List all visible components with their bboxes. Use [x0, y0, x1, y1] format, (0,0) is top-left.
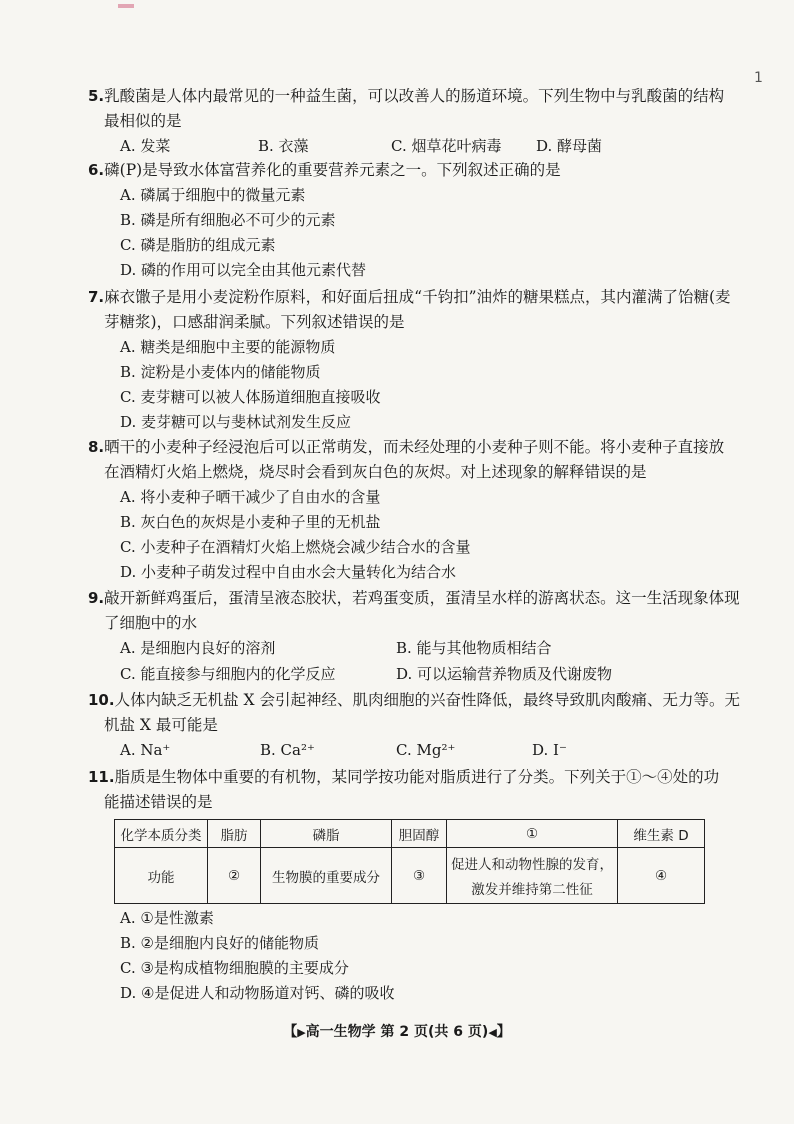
footer-bracket-right: 】 [496, 1024, 511, 1040]
option-a[interactable]: A. Na⁺ [120, 741, 171, 759]
option-a[interactable]: A. 是细胞内良好的溶剂 [120, 639, 276, 657]
option-c[interactable]: C. Mg²⁺ [396, 741, 456, 759]
question-number: 6. [88, 161, 105, 179]
question-stem-cont: 在酒精灯火焰上燃烧，烧尽时会看到灰白色的灰烬。对上述现象的解释错误的是 [104, 463, 647, 481]
question-number: 9. [88, 589, 105, 607]
option-b[interactable]: B. Ca²⁺ [260, 741, 315, 759]
options-row [88, 134, 718, 160]
question-stem-cont: 芽糖浆)，口感甜润柔腻。下列叙述错误的是 [104, 313, 405, 331]
option-b[interactable]: B. 衣藻 [258, 137, 309, 155]
question-8 [88, 435, 725, 585]
question-number: 8. [88, 438, 105, 456]
option-d[interactable]: D. 麦芽糖可以与斐林试剂发生反应 [120, 413, 352, 431]
triangle-right-icon: ▶ [297, 1026, 306, 1039]
lipid-function-table [114, 819, 705, 904]
question-stem: 敲开新鲜鸡蛋后，蛋清呈液态胶状，若鸡蛋变质，蛋清呈水样的游离状态。这一生活现象体现 [104, 589, 740, 607]
edge-mark [118, 4, 134, 8]
question-number: 10. [88, 691, 115, 709]
option-c[interactable]: C. ③是构成植物细胞膜的主要成分 [120, 959, 349, 977]
option-c[interactable]: C. 烟草花叶病毒 [391, 137, 502, 155]
option-d[interactable]: D. 可以运输营养物质及代谢废物 [396, 665, 613, 683]
option-a[interactable]: A. 发菜 [120, 137, 171, 155]
question-11-options [88, 906, 718, 1006]
triangle-left-icon: ◀ [488, 1026, 497, 1039]
table-cell: ④ [618, 848, 705, 904]
option-a[interactable]: A. 将小麦种子晒干减少了自由水的含量 [120, 488, 381, 506]
question-stem: 乳酸菌是人体内最常见的一种益生菌，可以改善人的肠道环境。下列生物中与乳酸菌的结构 [104, 87, 725, 105]
question-stem: 人体内缺乏无机盐 X 会引起神经、肌肉细胞的兴奋性降低，最终导致肌肉酸痛、无力等。无 [114, 691, 740, 709]
question-stem: 晒干的小麦种子经浸泡后可以正常萌发，而未经处理的小麦种子则不能。将小麦种子直接放 [104, 438, 725, 456]
question-stem-cont: 最相似的是 [104, 112, 182, 130]
option-b[interactable]: B. 磷是所有细胞必不可少的元素 [120, 211, 336, 229]
question-stem-cont: 了细胞中的水 [104, 614, 198, 632]
question-number: 11. [88, 768, 115, 786]
option-b[interactable]: B. 淀粉是小麦体内的储能物质 [120, 363, 321, 381]
question-5 [88, 84, 725, 160]
table-cell: ② [208, 848, 261, 904]
question-stem-cont: 机盐 X 最可能是 [104, 716, 218, 734]
question-stem-cont: 能描述错误的是 [104, 793, 213, 811]
option-a[interactable]: A. 糖类是细胞中主要的能源物质 [120, 338, 336, 356]
options-row [88, 636, 718, 662]
table-row [115, 820, 705, 848]
table-cell: 生物膜的重要成分 [261, 848, 392, 904]
option-b[interactable]: B. ②是细胞内良好的储能物质 [120, 934, 320, 952]
options-row [88, 662, 718, 688]
question-7 [88, 285, 731, 435]
table-cell-line: 促进人和动物性腺的发育， [451, 857, 613, 873]
option-b[interactable]: B. 灰白色的灰烬是小麦种子里的无机盐 [120, 513, 381, 531]
margin-mark: 1 [754, 70, 763, 86]
table-header-cell: 磷脂 [261, 820, 392, 848]
question-6 [88, 158, 718, 283]
footer-text: 高一生物学 第 2 页(共 6 页) [305, 1024, 489, 1040]
table-header-cell: 胆固醇 [392, 820, 447, 848]
option-c[interactable]: C. 磷是脂肪的组成元素 [120, 236, 276, 254]
question-stem: 麻衣馓子是用小麦淀粉作原料，和好面后扭成“千钧扣”油炸的糖果糕点，其内灌满了饴糖(麦 [104, 288, 731, 306]
option-a[interactable]: A. ①是性激素 [120, 909, 214, 927]
option-d[interactable]: D. 酵母菌 [536, 137, 603, 155]
table-cell: 功能 [115, 848, 208, 904]
question-9 [88, 586, 740, 688]
options-row [88, 738, 718, 764]
page-footer [0, 1021, 794, 1041]
table-header-cell: ① [447, 820, 618, 848]
question-stem: 磷(P)是导致水体富营养化的重要营养元素之一。下列叙述正确的是 [104, 161, 561, 179]
question-11 [88, 765, 718, 815]
table-cell-line: 激发并维持第二性征 [471, 882, 593, 898]
option-c[interactable]: C. 能直接参与细胞内的化学反应 [120, 665, 336, 683]
option-c[interactable]: C. 小麦种子在酒精灯火焰上燃烧会减少结合水的含量 [120, 538, 471, 556]
question-10 [88, 688, 740, 764]
option-d[interactable]: D. I⁻ [532, 741, 567, 759]
option-d[interactable]: D. ④是促进人和动物肠道对钙、磷的吸收 [120, 984, 395, 1002]
table-row [115, 848, 705, 904]
table-header-cell: 脂肪 [208, 820, 261, 848]
question-stem: 脂质是生物体中重要的有机物，某同学按功能对脂质进行了分类。下列关于①～④处的功 [114, 768, 720, 786]
option-c[interactable]: C. 麦芽糖可以被人体肠道细胞直接吸收 [120, 388, 381, 406]
option-a[interactable]: A. 磷属于细胞中的微量元素 [120, 186, 306, 204]
question-number: 7. [88, 288, 105, 306]
table-cell: ③ [392, 848, 447, 904]
footer-bracket-left: 【 [283, 1024, 298, 1040]
table-header-cell: 化学本质分类 [115, 820, 208, 848]
option-d[interactable]: D. 磷的作用可以完全由其他元素代替 [120, 261, 367, 279]
question-number: 5. [88, 87, 105, 105]
option-b[interactable]: B. 能与其他物质相结合 [396, 639, 552, 657]
table-header-cell: 维生素 D [618, 820, 705, 848]
option-d[interactable]: D. 小麦种子萌发过程中自由水会大量转化为结合水 [120, 563, 457, 581]
table-cell-hormone [447, 848, 618, 904]
